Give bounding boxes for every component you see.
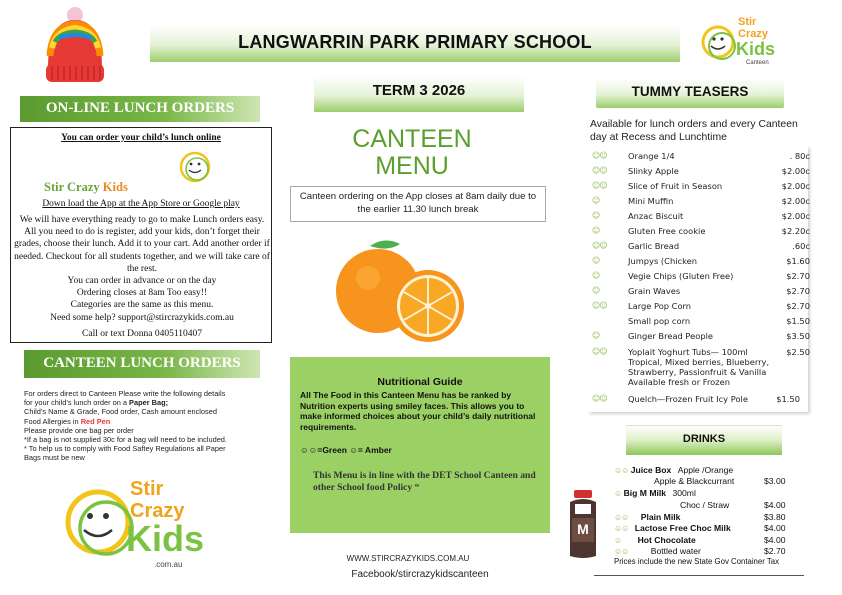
canteen-menu-line2: MENU [375,152,449,180]
plain-milk-name: Plain Milk [640,512,681,522]
drink-juice-box: ☺☺ Juice Box Apple /Orange [614,465,734,475]
stir-crazy-kids-logo-small [700,14,790,74]
big-m-name: Big M Milk [623,488,667,498]
online-ordering-closes: Ordering closes at 8am Too easy!! [76,288,208,299]
guide-body: All The Food in this Canteen Menu has be ranked by Nutrition experts using smiley faces. This allows you to make informed choices about your child’s daily nutritional requirements. [300,390,536,432]
logo-small-crazy: Crazy [738,28,768,40]
yoghurt-note-2: Strawberry, Passionfruit & Vanilla [628,367,767,377]
co-line2 [24,398,274,407]
bottled-water-price: $2.70 [764,546,786,556]
guide-legend: ☺☺=Green ☺= Amber [300,445,392,455]
juice-box-name: Juice Box [630,465,672,475]
logo-small-canteen: Canteen [746,60,769,66]
co-line7: * To help us to comply with Food Saftey Regulations all Paper [24,444,226,454]
logo-small-kids: Kids [736,39,776,59]
big-m-desc2: Choc / Straw [680,500,730,510]
yoghurt-note-1: Tropical, Mixed berries, Blueberry, [628,357,770,367]
co-line3: Child’s Name & Grade, Food order, Cash amount enclosed [24,407,217,417]
drinks-heading: DRINKS [682,433,726,445]
online-call: Call or text Donna 0405110407 [82,328,202,339]
canteen-menu-title [300,126,524,180]
guide-title: Nutritional Guide [377,376,463,388]
tummy-heading: TUMMY TEASERS [631,84,749,99]
drink-lactose-free: ☺☺ Lactose Free Choc Milk $4.00 [614,523,786,533]
drink-juice-box-line2 [654,476,804,486]
big-m-desc1: 300ml [672,488,696,498]
canteen-orders-instructions [24,389,274,463]
hot-chocolate-price: $4.00 [764,535,786,545]
plain-milk-price: $3.80 [764,512,786,522]
juice-box-desc1: Apple /Orange [677,465,734,475]
co-line4-pre: Food Allergies in [24,416,81,426]
oranges-illustration [330,236,480,346]
drink-hot-chocolate: ☺ Hot Chocolate $4.00 [614,535,786,545]
tummy-menu-list: ☺☺ Orange 1/4 . 80c ☺☺ Slinky Apple $2.00c ☺☺ Slice of Fruit in Season $2.00c ☺ Mini Muffin $2.00c ☺ Anzac Biscuit $2.00c ☺ Gluten Free cookie $2.20c ☺☺ Garlic Bread .60c ☺ Jumpys (Chicken $1.60 ☺ Vegie Chips (Gluten Free) $2.70 ☺ Grain Waves $2.70 ☺☺ Large Pop Corn $2.70 Small pop corn $1.50 ☺ Ginger Bread People $3.50 ☺☺ Yoplait Yoghurt Tubs— 100ml $2.50 Tropical, Mixed berries, Blueberry, Strawberry, Passionfruit & Vanilla Available fresh or Frozen ☺☺ Quelch—Frozen Fruit Icy Pole $1.50 [592,151,810,404]
smiley-logo-icon [178,150,212,184]
juice-box-price: $3.00 [764,476,786,486]
co-line6: *If a bag is not supplied 30c for a bag will need to be included. [24,435,227,445]
drink-bottled-water: ☺☺ Bottled water $2.70 [614,546,786,556]
guide-policy: This Menu is in line with the DET School Canteen and other School food Policy “ [313,470,536,494]
bottled-water-name: Bottled water [650,546,701,556]
co-line1: For orders direct to Canteen Please write the following details [24,389,226,398]
canteen-orders-heading: CANTEEN LUNCH ORDERS [43,355,241,371]
beanie-illustration [40,6,110,86]
tummy-subtitle: Available for lunch orders and every Canteen day at Recess and Lunchtime [590,119,798,143]
logo-large-stir: Stir [130,478,164,500]
lactose-free-name: Lactose Free Choc Milk [634,523,731,533]
app-notice-box: Canteen ordering on the App closes at 8am daily due to the earlier 11.30 lunch break [290,186,546,222]
term-title: TERM 3 2026 [372,82,466,99]
co-line4-red: Red Pen [80,416,111,426]
online-body [14,214,270,340]
online-help: Need some help? support@stircrazykids.com.au [50,312,234,323]
online-heading: ON-LINE LUNCH ORDERS [45,100,235,116]
online-brand-stir: Stir Crazy [44,180,100,194]
yoghurt-note-3: Available fresh or Frozen [628,377,730,387]
online-categories: Categories are the same as this menu. [70,300,214,311]
website: WWW.STIRCRAZYKIDS.COM.AU [346,554,470,563]
logo-small-stir: Stir [738,16,757,28]
milk-carton-illustration [566,488,600,560]
stir-crazy-kids-logo-large [64,476,224,576]
drinks-divider [594,575,804,576]
hot-chocolate-name: Hot Chocolate [637,535,696,545]
online-intro: You can order your child’s lunch online [61,133,221,143]
online-brand [44,180,128,195]
online-body-text: We will have everything ready to go to make Lunch orders easy. All you need to do is register, add your kids, don’t forget their grades, choose their lunch. Add it to your cart. Add another order if needed. Checkout for all students together, and we will take care of the rest. [14,215,270,274]
co-line8: Bags must be new [24,453,85,463]
logo-large-kids: Kids [126,518,205,559]
drink-plain-milk: ☺☺ Plain Milk $3.80 [614,512,786,522]
school-title: LANGWARRIN PARK PRIMARY SCHOOL [238,32,592,52]
facebook: Facebook/stircrazykidscanteen [351,569,489,580]
co-line4 [24,417,274,426]
canteen-menu-line1: CANTEEN [352,125,472,153]
co-line2-pre: for your child’s lunch order on a [24,398,130,408]
logo-large-domain: .com.au [154,560,183,569]
logo-large-crazy: Crazy [130,500,185,522]
drink-big-m: ☺ Big M Milk 300ml [614,488,696,498]
drink-big-m-line2 [680,500,804,510]
online-brand-kids: Kids [102,180,128,194]
lactose-free-price: $4.00 [764,523,786,533]
co-line5: Please provide one bag per order [24,425,134,435]
big-m-price: $4.00 [764,500,786,510]
drinks-footnote: Prices include the new State Gov Container Tax [614,557,779,566]
online-order-advance: You can order in advance or on the day [67,276,217,287]
online-download: Down load the App at the App Store or Google play [42,199,240,209]
juice-box-desc2: Apple & Blackcurrant [654,476,735,486]
co-line2-bold: Paper Bag; [129,398,169,408]
milk-carton-label: M [577,521,589,537]
